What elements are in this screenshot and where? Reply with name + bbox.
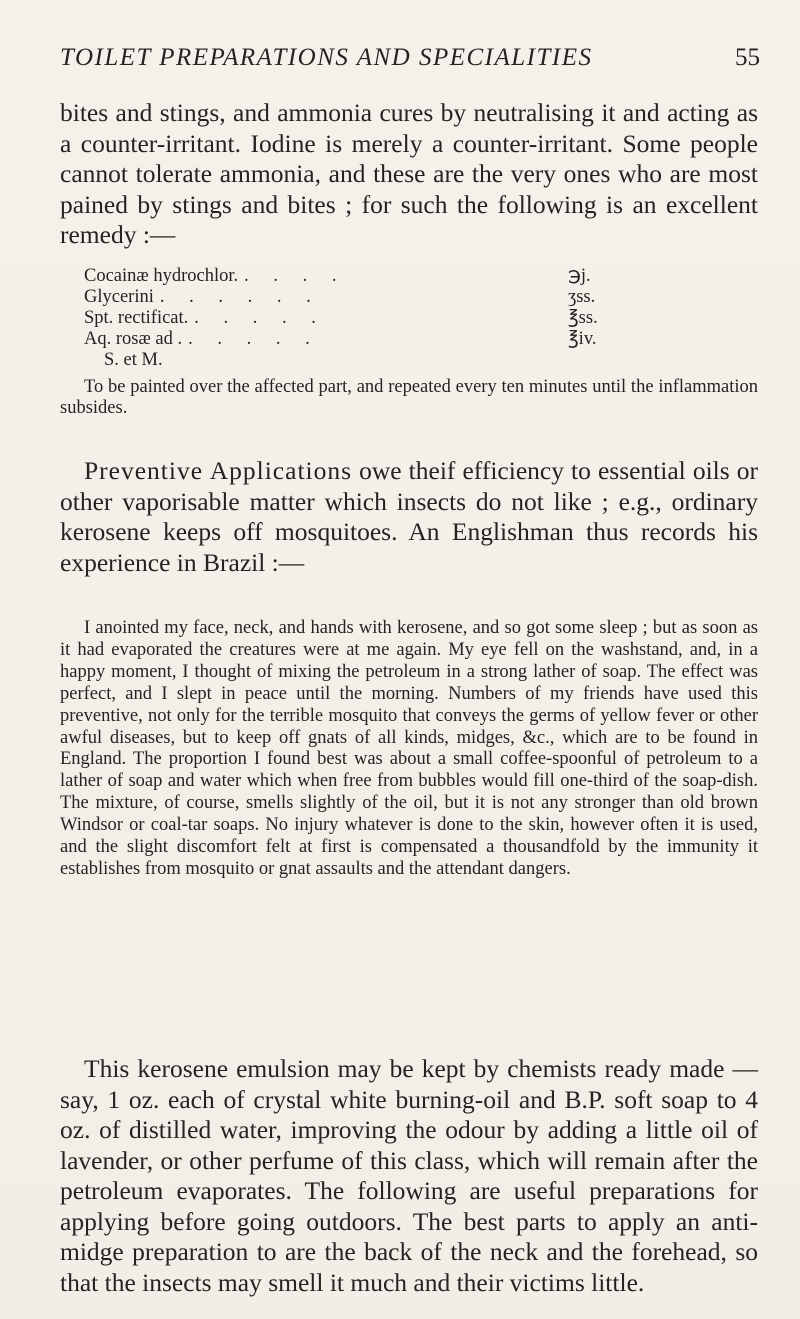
ingredient-quantity: ℥ss.	[568, 308, 598, 328]
ingredient-name: Glycerini	[84, 287, 154, 307]
paragraph-intro: bites and stings, and ammonia cures by neutralising it and acting as a counter-irritant. Iodine is merely a counter-irritant. Some people cannot tolerate ammonia, and these are the very ones who are most pained by stings and bites ; for such the following is an excellent remedy :—	[60, 98, 758, 249]
recipe-list	[84, 266, 604, 350]
dot-leader: . . . . .	[188, 329, 320, 349]
recipe-row	[84, 287, 604, 308]
recipe-row	[84, 308, 604, 329]
dot-leader: . . . . .	[194, 308, 326, 328]
ingredient-name: Aq. rosæ ad .	[84, 329, 183, 349]
paragraph-preventive	[60, 456, 758, 578]
ingredient-name: Cocainæ hydrochlor.	[84, 266, 239, 286]
ingredient-name: Spt. rectificat.	[84, 308, 189, 328]
ingredient-quantity: ℈j.	[568, 266, 591, 286]
recipe-row	[84, 329, 604, 350]
running-title: TOILET PREPARATIONS AND SPECIALITIES	[60, 44, 593, 71]
paragraph-preventive-text: owe theif efficiency to essential oils or other vaporisable matter which insects do not like ; e.g., ordinary kerosene keeps off mosquitoes. An Englishman thus records his experience in Brazil :—	[60, 456, 758, 577]
quoted-passage: I anointed my face, neck, and hands with kerosene, and so got some sleep ; but as soon as it had evaporated the creatures were at me again. My eye fell on the washstand, and, in a happy moment, I thought of mixing the petroleum in a strong lather of soap. The effect was perfect, and I slept in peace until the morning. Numbers of my friends have used this preventive, not only for the terrible mosquito that conveys the germs of yellow fever or other awful diseases, but to keep off gnats of all kinds, midges, &c., which are to be found in England. The proportion I found best was about a small coffee-spoonful of petroleum to a lather of soap and water which when free from bubbles would fill one-third of the soap-dish. The mixture, of course, smells slightly of the oil, but it is not any stronger than old brown Windsor or coal-tar soaps. No injury whatever is done to the skin, however often it is used, and the slight discomfort felt at first is compensated a thousandfold by the immunity it establishes from mosquito or gnat assaults and the attendant dangers.	[60, 618, 758, 879]
running-head	[60, 44, 760, 84]
ingredient-quantity: ℥iv.	[568, 329, 597, 349]
section-lead: Preventive Applications	[84, 456, 353, 485]
dot-leader: . . . .	[244, 266, 347, 286]
recipe-directions: To be painted over the affected part, and repeated every ten minutes until the inflammation subsides.	[60, 377, 758, 418]
recipe-row	[84, 266, 604, 287]
recipe-signature: S. et M.	[104, 350, 163, 370]
page-number: 55	[735, 44, 760, 71]
dot-leader: . . . . . .	[159, 287, 321, 307]
ingredient-quantity: ʒss.	[568, 287, 596, 307]
paragraph-kerosene: This kerosene emulsion may be kept by chemists ready made —say, 1 oz. each of crystal white burning-oil and B.P. soft soap to 4 oz. of distilled water, improving the odour by adding a little oil of lavender, or other perfume of this class, which will remain after the petroleum evaporates. The following are useful preparations for applying before going outdoors. The best parts to apply an anti-midge preparation to are the back of the neck and the forehead, so that the insects may smell it much and their victims little.	[60, 1054, 758, 1297]
